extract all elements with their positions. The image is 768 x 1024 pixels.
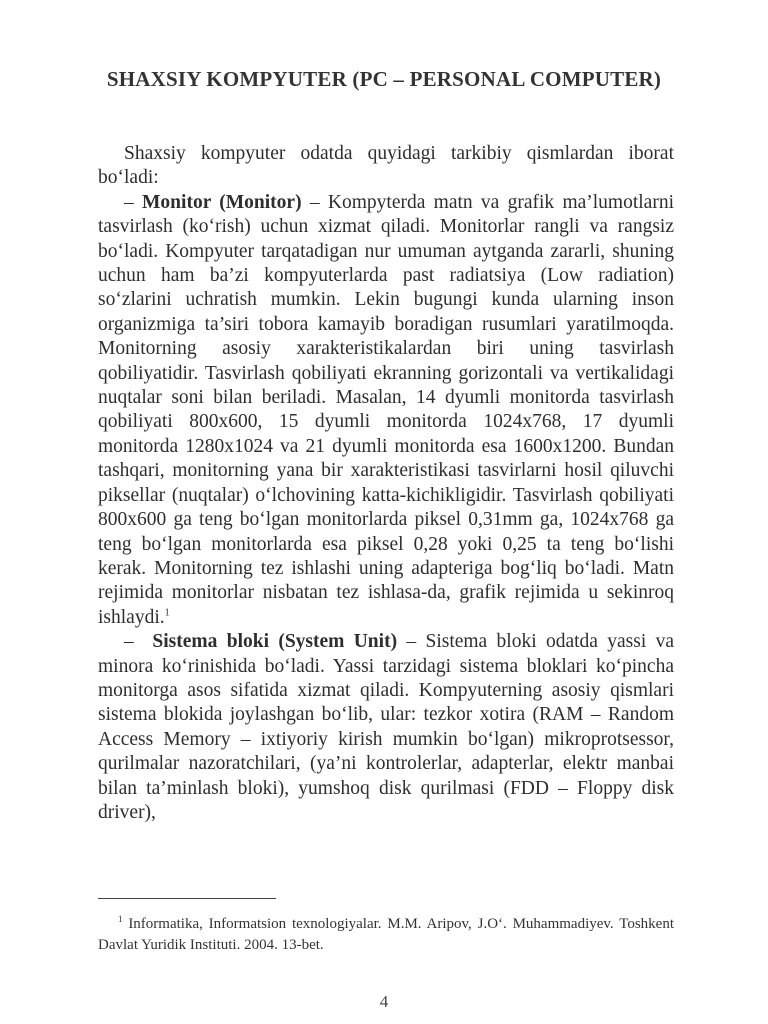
monitor-text: – Kompyterda matn va grafik ma’lumotlarni tasvirlash (ko‘rish) uchun xizmat qiladi. Monitorlar rangli va rangsiz bo‘ladi. Kompyuter tarqatadigan nur umuman aytganda zararli, shuning uchun ham ba’zi kompyuterlarda past radiatsiya (Low radiation) so‘zlarini uchratish mumkin. Lekin bugungi kunda ularning inson organizmiga ta’siri tobora kamayib boradigan rusumlari yaratilmoqda. Monitorning asosiy xarakteristikalardan biri uning tasvirlash qobiliyatidir. Tasvirlash qobiliyati ekranning gorizontali va vertikalidagi nuqtalar soni bilan beriladi. Masalan, 14 dyumli monitorda tasvirlash qobiliyati 800x600, 15 dyumli monitorda 1024x768, 17 dyumli monitorda 1280x1024 va 21 dyumli monitorda esa 1600x1200. Bundan tashqari, monitorning yana bir xarakteristikasi tasvirlarni hosil qiluvchi piksellar (nuqtalar) o‘lchovining katta-kichikligidir. Tasvirlash qobiliyati 800x600 ga teng bo‘lgan monitorlarda piksel 0,31mm ga, 1024x768 ga teng bo‘lgan monitorlarda esa piksel 0,28 yoki 0,25 ta teng bo‘lishi kerak. Monitorning tez ishlashi uning adapteriga bog‘liq bo‘ladi. Matn rejimida monitorlar nisbatan tez ishlasa-da, grafik rejimida u sekinroq ishlaydi. xyxy=(98,191,675,628)
page-title: SHAXSIY KOMPYUTER (PC – PERSONAL COMPUTER) xyxy=(106,67,662,91)
footnote-reference: 1 xyxy=(164,607,170,619)
monitor-paragraph xyxy=(98,191,674,630)
system-unit-text: – Sistema bloki odatda yassi va minora ko‘rinishida bo‘ladi. Yassi tarzidagi sistema bloklari ko‘pincha monitorga asos sifatida xizmat qiladi. Kompyuterning asosiy qismlari sistema blokida joylashgan bo‘lib, ular: tezkor xotira (RAM – Random Access Memory – ixtiyoriy kirish mumkin bo‘lgan) mikroprotsessor, qurilmalar nazoratchilari, (ya’ni kontrolerlar, adapterlar, elektr manbai bilan ta’minlash bloki), yumshoq disk qurilmasi (FDD – Floppy disk driver), xyxy=(98,631,674,823)
footnote-text: Informatika, Informatsion texnologiyalar. M.M. Aripov, J.O‘. Muhammadiyev. Toshkent Davlat Yuridik Instituti. 2004. 13-bet. xyxy=(98,916,674,953)
body-text xyxy=(98,142,674,825)
system-unit-dash: – xyxy=(124,631,134,653)
system-unit-paragraph xyxy=(98,630,674,825)
page-number: 4 xyxy=(379,992,389,1011)
footnote-divider xyxy=(98,898,276,899)
footnote-marker: 1 xyxy=(118,914,123,924)
intro-paragraph: Shaxsiy kompyuter odatda quyidagi tarkibiy qismlardan iborat bo‘ladi: xyxy=(98,143,674,189)
system-unit-term: Sistema bloki (System Unit) xyxy=(152,631,398,653)
monitor-dash: – xyxy=(124,191,134,213)
monitor-term: Monitor (Monitor) xyxy=(142,191,302,213)
footnote xyxy=(98,914,674,955)
